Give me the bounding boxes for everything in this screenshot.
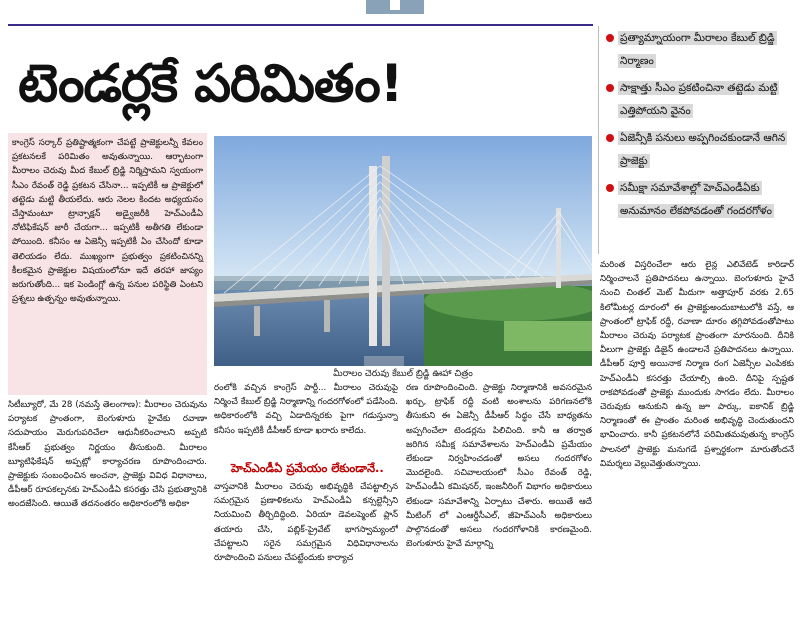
highlight-item: సమీక్షా సమావేశాల్లో హెచ్ఎండీఏకు అనుమానం లేకపోవడంతో గందరగోళం	[604, 176, 796, 222]
article-column-1	[8, 398, 207, 618]
column-text: వాస్తవానికి మీరాలం చెరువు అభివృద్ధికి చేపట్టాల్సిన సమగ్రమైన ప్రణాళికలను హెచ్ఎండీఏ కన్సల్టెన్సీని నియమించి తీర్చిదిద్దింది. ఏరియా డెవలప్మెంట్ ప్లాన్ తయారు చేసి, పబ్లిక్-ప్రైవేట్ భాగస్వామ్యంలో చేపట్టాలని సరైన సమగ్రమైన విధివిధానాలను రూపొందించి పనులు చేపట్టేందుకు కార్యాచ	[214, 482, 398, 564]
bullet-icon	[606, 84, 614, 92]
section-subheading: హెచ్ఎండీఏ ప్రమేయం లేకుండానే..	[231, 461, 384, 475]
article-column-3	[406, 381, 592, 618]
top-strip	[0, 0, 800, 14]
bridge-image	[214, 136, 592, 366]
section-tag	[366, 0, 424, 14]
headline-rule	[8, 24, 593, 26]
highlight-item: ఏజెన్సీకి పనులు అప్పగించకుండానే ఆగిన ప్రాజెక్టు	[604, 126, 796, 172]
summary-text: కాంగ్రెస్ సర్కార్ ప్రతిష్టాత్మకంగా చేపట్టే ప్రాజెక్టులన్నీ కేవలం ప్రకటనలకే పరిమితం అవుతున్నాయి. ఆర్భాటంగా మీరాలం చెరువు మీద కేబుల్ బ్రిడ్జి నిర్మిస్తామని స్వయంగా సీఎం రేవంత్ రెడ్డి ప్రకటన చేసినా... ఇప్పటికీ ఆ ప్రాజెక్టులో తట్టెడు మట్టి తీయలేదు. ఆరు నెలల కిందట అధ్యయనం చేస్తామంటూ ట్రాన్సాక్షన్ అడ్వైజరీకి హెచ్ఎండీఏ నోటిఫికేషన్ జారీ చేయగా... ఇప్పటికీ అతీగతి లేకుండా పోయింది. కనీసం ఆ ఏజెన్సీ ఇప్పటికీ ఏం చేసిందో కూడా తెలియడం లేదు. ముఖ్యంగా ప్రభుత్వం ప్రకటించినన్ని కీలకమైన ప్రాజెక్టుల విషయంలోనూ ఇదే తరహా జాప్యం జరుగుతోంది... ఇక పెండింగ్లో ఉన్న పనుల పరిస్థితి ఏంటని ప్రశ్నలు ఉత్పన్నం అవుతున్నాయి.	[12, 138, 203, 305]
bullet-icon	[606, 34, 614, 42]
column-text: రంలోకి వచ్చిన కాంగ్రెస్ పార్టీ... మీరాలం చెరువుపై నిర్మించే కేబుల్ బ్రిడ్జి నిర్మాణాన్ని గందరగోళంలో పడేసింది. అధికారంలోకి వచ్చి ఏడాదిన్నరకు పైగా గడుస్తున్నా కనీసం ఇప్పటికీ డీపీఆర్ కూడా ఖరారు కాలేదు.	[214, 383, 398, 436]
bullet-icon	[606, 184, 614, 192]
photo-caption: మీరాలం చెరువు కేబుల్ బ్రిడ్జి ఊహా చిత్రం	[214, 367, 592, 381]
summary-box	[8, 133, 207, 395]
highlights-panel	[604, 26, 796, 226]
highlight-item: సాక్షాత్తు సీఎం ప్రకటించినా తట్టెడు మట్టి ఎత్తిపోయని వైనం	[604, 76, 796, 122]
bullet-icon	[606, 134, 614, 142]
article-column-2-bottom	[214, 480, 398, 618]
highlights-divider	[598, 26, 599, 254]
article-column-2	[214, 381, 398, 461]
highlight-item: ప్రత్యామ్నాయంగా మీరాలం కేబుల్ బ్రిడ్జి నిర్మాణం	[604, 26, 796, 72]
column-text: సిటీబ్యూరో, మే 28 (నమస్తే తెలంగాణ): మీరాలం చెరువును పర్యాటక ప్రాంతంగా, బెంగుళూరు హైవేకు రవాణా సదుపాయం మెరుగుపరిచేలా ఆధునీకరించాలని అప్పటి కేసీఆర్ ప్రభుత్వం నిర్ణయం తీసుకుంది. మీరాలం బ్యూటిఫికేషన్ అప్పట్లో కార్యాచరణ రూపొందించారు. ప్రాజెక్టుకు సంబంధించిన అంచనా, ప్రాజెక్టు వివిధ విధానాలు, డీపీఆర్ రూపకల్పనకు హెచ్ఎండీఏ కసరత్తు చేసి ప్రభుత్వానికి అందజేసింది. ఆయితే తదనంతరం అధికారంలోకి అధికా	[8, 400, 207, 510]
bridge-illustration	[214, 136, 592, 366]
column-text: రణ రూపొందించింది. ప్రాజెక్టు నిర్మాణానికి అవసరమైన ఖర్చు, ట్రాఫిక్ రద్దీ వంటి అంశాలను పరిగణనలోకి తీసుకుని ఈ ఏజెన్సీ డీపీఆర్ సిద్ధం చేసే బాధ్యతను అప్పగించేలా టెండర్లను పిలిచింది. కానీ ఆ తర్వాత జరిగిన సమీక్ష సమావేశాలను హెచ్ఎండీఏ ప్రమేయం లేకుండా నిర్వహించడంతో అసలు గందరగోళం మొదలైంది. సచివాలయంలో సీఎం రేవంత్ రెడ్డి, హెచ్ఎండీఏ కమిషనర్, ఇంజనీరింగ్ విభాగం అధికారులు లేకుండా సమావేశాన్ని ఏర్పాటు చేశారు. అయితే ఆదే మీటింగ్ లో ఎంఆర్డీసీఎల్, జీహెచ్ఎంసీ అధికారులు పాల్గొనడంతో అసలు గందరగోళానికి కారణమైంది. బెంగుళూరు హైవే మార్గాన్ని	[406, 383, 592, 550]
column-text: మరింత విస్తరించేలా ఆరు లైన్ల ఎలివేటెడ్ కారిడార్ నిర్మించాలనే ప్రతిపాదనలు ఉన్నాయి. బెంగుళూరు హైవే నుంచి చింతల్ మెట్ మీదుగా అత్తాపూర్ వరకు 2.65 కిలోమీటర్ల దూరంలో ఈ ప్రాజెక్టుఅందుబాటులోకి వస్తే, ఆ ప్రాంతంలో ట్రాఫిక్ రద్దీ, రవాణా దూరం తగ్గిపోవడంతోపాటు మీరాలం చెరువు పర్యాటక ప్రాంతంగా మారనుంది. దీనికి వీలుగా ప్రాజెక్టు డిజైన్ ఉండాలనే ప్రతిపాదనలు ఉన్నాయి. డీపీఆర్ పూర్తి అయినాక నిర్మాణ రంగ ఏజెన్సీల ఎంపికకు హెచ్ఎండీఏ కసరత్తు చేయాల్సి ఉంది. దీనిపై స్పష్టత రాకపోవడంతో ప్రాజెక్టు ముందుకు సాగడం లేదు. మీరాలం చెరువుకు ఆనుకుని ఉన్న జూ పార్కు, ఐకానిక్ బ్రిడ్జి నిర్మాణంతో ఈ ప్రాంతం మరింత అభివృద్ధి చెందుతుందని భావించారు. కానీ ప్రకటనలోనే పరిమితమవుతున్న కాంగ్రెస్ పాలనలో ప్రాజెక్టు మనుగడే ప్రశ్నార్థకంగా మారుతోందనే విమర్శలు వెల్లువెత్తుతున్నాయి.	[600, 260, 794, 469]
article-column-4	[600, 258, 794, 618]
page-headline: టెండర్లకే పరిమితం!	[18, 54, 403, 114]
